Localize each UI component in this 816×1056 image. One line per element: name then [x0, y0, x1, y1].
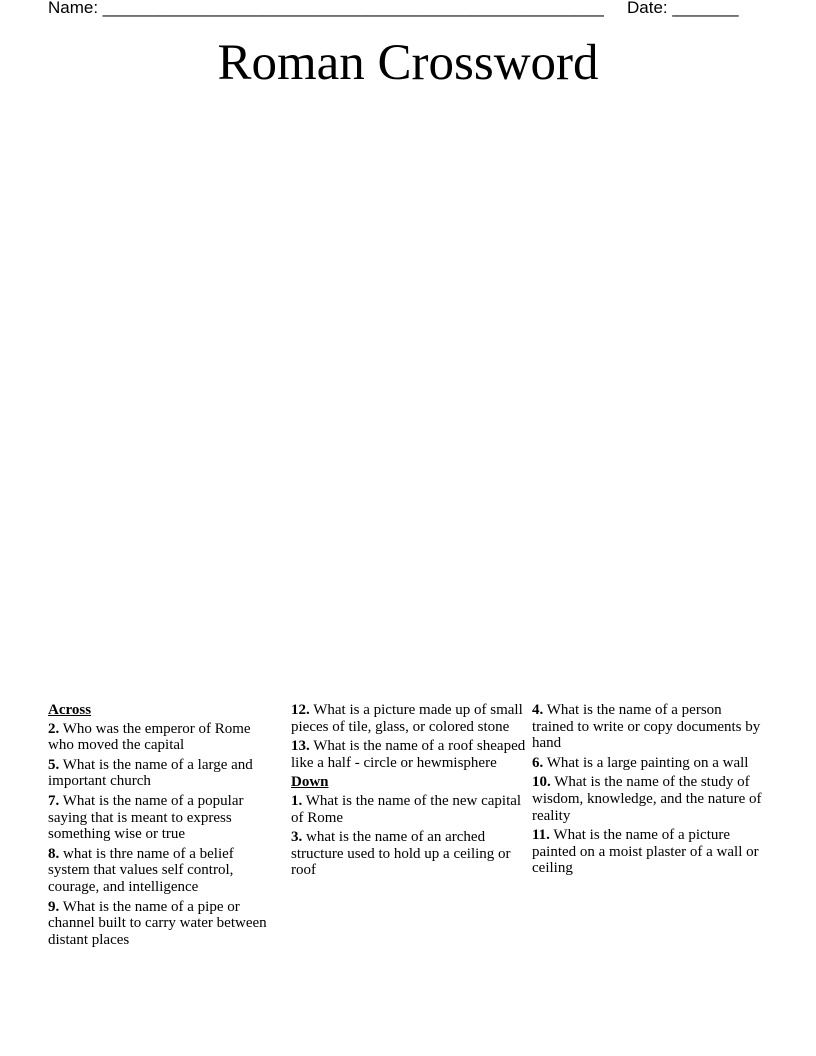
clue-text: what is the name of an arched structure used to hold up a ceiling or roof: [291, 829, 511, 879]
clue-item: [532, 827, 767, 877]
clue-column-1: [48, 702, 273, 951]
clue-number: 11.: [532, 827, 550, 844]
date-label: Date:: [627, 0, 673, 17]
clue-text: What is the name of a person trained to write or copy documents by hand: [532, 702, 761, 752]
clue-text: What is the name of a popular saying that is meant to express something wise or true: [48, 792, 244, 843]
clue-number: 12.: [291, 702, 310, 718]
clue-number: 13.: [291, 738, 310, 755]
clue-item: [291, 829, 526, 879]
clue-item: [48, 793, 273, 843]
clue-text: What is the name of the new capital of Rome: [291, 792, 522, 826]
clue-item: [291, 738, 526, 771]
clue-item: [48, 899, 273, 949]
crossword-grid-area: [48, 110, 768, 695]
name-label: Name:: [48, 0, 103, 17]
clue-text: What is the name of a picture painted on a moist plaster of a wall or ceiling: [532, 827, 759, 877]
clue-column-3: [532, 702, 767, 880]
name-blank[interactable]: _____________________________________________________: [102, 0, 604, 17]
page-title: Roman Crossword: [217, 35, 599, 91]
clue-column-2: [291, 702, 526, 882]
clue-item: [291, 702, 526, 735]
clue-list: [291, 793, 526, 879]
clue-list: [291, 702, 526, 771]
clue-item: [532, 755, 767, 772]
clue-number: 6.: [532, 754, 544, 771]
clue-number: 10.: [532, 774, 551, 791]
clue-item: [291, 793, 526, 826]
clue-number: 4.: [532, 702, 544, 718]
clue-number: 9.: [48, 898, 60, 915]
clue-number: 8.: [48, 845, 60, 862]
date-blank[interactable]: _______: [672, 0, 739, 17]
clue-text: What is a large painting on a wall: [543, 754, 749, 771]
clue-number: 7.: [48, 792, 60, 809]
across-heading: Across: [48, 702, 92, 718]
clue-list: [48, 721, 273, 949]
clue-item: [48, 757, 273, 790]
clue-text: what is thre name of a belief system that values self control, courage, and intelligence: [48, 845, 234, 895]
clue-list: [532, 702, 767, 877]
clue-item: [532, 702, 767, 752]
clue-number: 1.: [291, 792, 303, 809]
clue-item: [48, 846, 273, 896]
clue-number: 3.: [291, 829, 303, 846]
clue-text: What is the name of a pipe or channel built to carry water between distant places: [48, 898, 267, 948]
clue-text: What is a picture made up of small pieces of tile, glass, or colored stone: [291, 702, 523, 735]
clue-item: [532, 774, 767, 824]
clue-text: Who was the emperor of Rome who moved the capital: [48, 720, 251, 754]
down-heading: Down: [291, 774, 329, 791]
clue-text: What is the name of the study of wisdom, knowledge, and the nature of reality: [532, 774, 762, 824]
date-line: [627, 0, 739, 20]
name-line: [48, 0, 604, 20]
clue-text: What is the name of a roof sheaped like a half - circle or hewmisphere: [291, 738, 526, 771]
clue-item: [48, 721, 273, 754]
clue-number: 2.: [48, 720, 60, 737]
clue-text: What is the name of a large and important church: [48, 756, 253, 790]
clue-number: 5.: [48, 756, 60, 773]
